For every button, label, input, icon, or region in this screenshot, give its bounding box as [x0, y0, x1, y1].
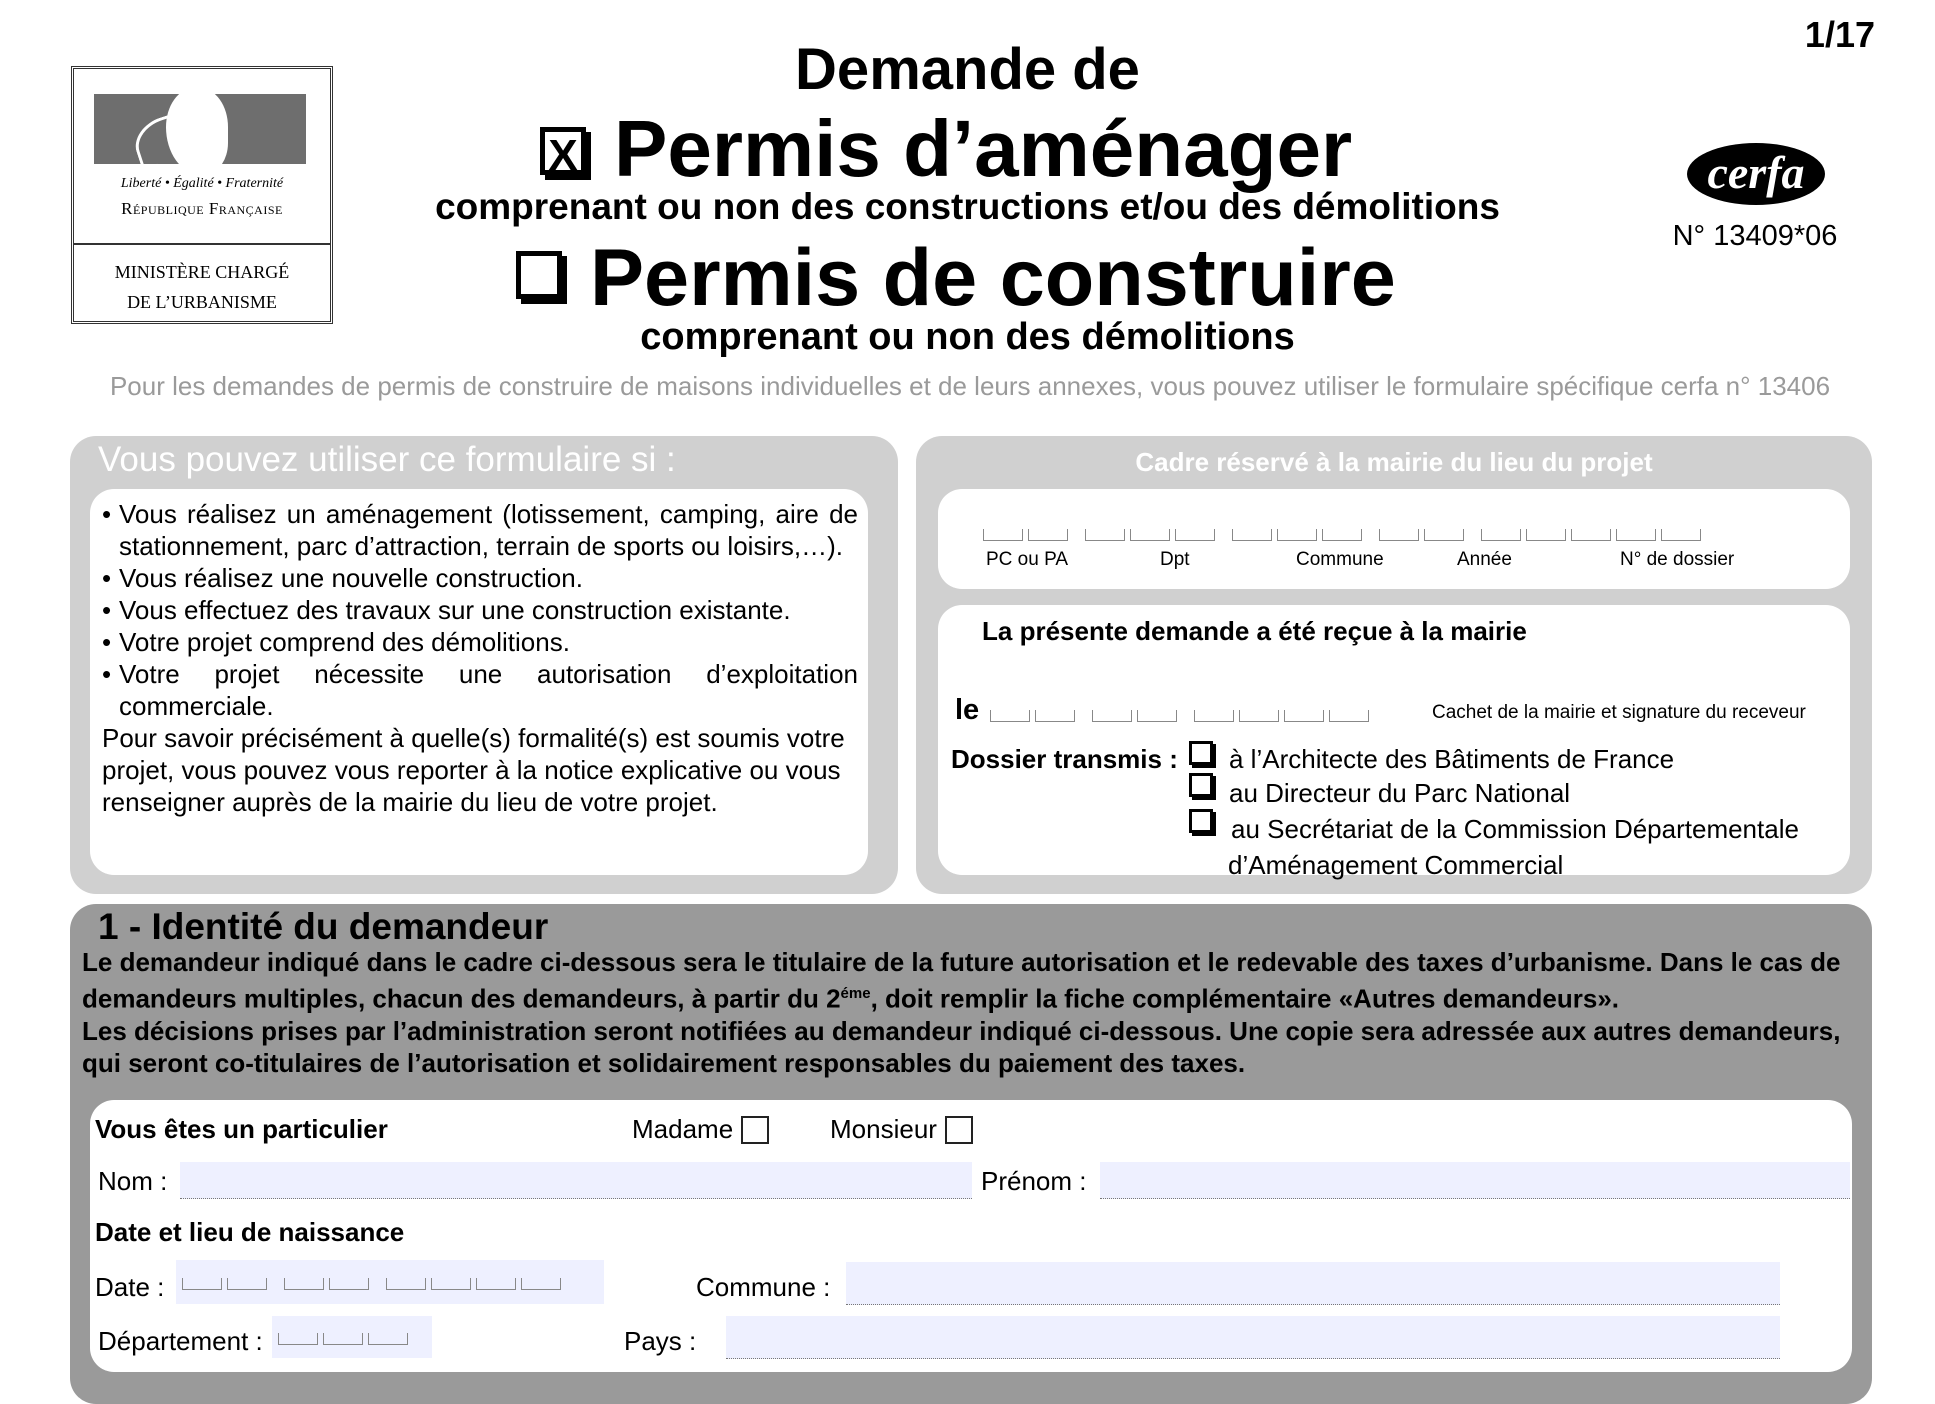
- section-1-title: 1 - Identité du demandeur: [98, 906, 549, 947]
- label-annee: Année: [1457, 549, 1512, 570]
- permis-amenager-checkbox[interactable]: X: [540, 127, 586, 175]
- list-item: • Vous réalisez un aménagement (lotissement, camping, aire de stationnement, parc d’attraction, terrain de sports ou loisirs,…).: [102, 498, 858, 562]
- monsieur-checkbox[interactable]: [945, 1116, 973, 1144]
- logo-republique: République Française: [121, 199, 283, 218]
- transmis-abf: à l’Architecte des Bâtiments de France: [1229, 744, 1675, 774]
- cerfa-number: N° 13409*06: [1672, 220, 1838, 252]
- mairie-panel-title: Cadre réservé à la mairie du lieu du projet: [1135, 447, 1653, 477]
- label-pc-pa: PC ou PA: [986, 549, 1069, 570]
- form-title: Demande de: [795, 37, 1140, 102]
- pays-label: Pays :: [624, 1326, 697, 1356]
- label-commune: Commune: [1296, 549, 1384, 570]
- nom-input[interactable]: [180, 1162, 972, 1199]
- label-numero-dossier: N° de dossier: [1620, 549, 1735, 570]
- label-dpt: Dpt: [1160, 549, 1190, 570]
- date-naissance-label: Date :: [95, 1272, 165, 1302]
- page-number: 1/17: [1804, 14, 1875, 55]
- parc-national-checkbox[interactable]: [1189, 773, 1213, 802]
- marianne-emblem-icon: [94, 94, 306, 164]
- particulier-label: Vous êtes un particulier: [95, 1114, 388, 1144]
- received-title: La présente demande a été reçue à la mairie: [982, 616, 1527, 646]
- abf-checkbox[interactable]: [1189, 741, 1213, 770]
- cachet-label: Cachet de la mairie et signature du receveur: [1432, 702, 1806, 723]
- departement-label: Département :: [98, 1326, 263, 1356]
- prenom-label: Prénom :: [981, 1166, 1087, 1196]
- cdac-checkbox[interactable]: [1189, 809, 1213, 838]
- section-1-description: Le demandeur indiqué dans le cadre ci-dessous sera le titulaire de la future autorisation et le redevable des taxes d’urbanisme. Dans le cas de demandeurs multiples, chacun des demandeurs, à partir du $2^{éme}$, doit remplir la fiche complémentaire «Autres demandeurs». Les décisions prises par l’administration seront notifiées au demandeur indiqué ci-dessous. Une copie sera adressée aux autres demandeurs, qui seront co-titulaires de l’autorisation et solidairement responsables du paiement des taxes.: [82, 947, 1841, 1078]
- reception-date-cells[interactable]: [990, 708, 1374, 722]
- option1-subtitle: comprenant ou non des constructions et/ou des démolitions: [435, 186, 1500, 227]
- cerfa-logo: cerfa: [1687, 143, 1825, 205]
- dossier-number-cells[interactable]: [983, 527, 1706, 541]
- transmis-label: Dossier transmis :: [951, 744, 1178, 774]
- madame-option[interactable]: Madame: [632, 1114, 769, 1145]
- commune-naissance-label: Commune :: [696, 1272, 831, 1302]
- departement-input[interactable]: [272, 1316, 432, 1358]
- list-item: • Votre projet nécessite une autorisation d’exploitation commerciale.: [102, 658, 858, 722]
- date-label: le: [955, 694, 980, 726]
- usage-footer: Pour savoir précisément à quelle(s) formalité(s) est soumis votre projet, vous pouvez vous reporter à la notice explicative ou vous renseigner auprès de la mairie du lieu de votre projet.: [102, 723, 845, 817]
- list-item: • Vous effectuez des travaux sur une construction existante.: [102, 594, 858, 626]
- madame-checkbox[interactable]: [741, 1116, 769, 1144]
- commune-naissance-input[interactable]: [846, 1262, 1780, 1305]
- prenom-input[interactable]: [1100, 1162, 1850, 1199]
- logo-ministry: MINISTÈRE CHARGÉ DE L’URBANISME: [114, 262, 290, 312]
- usage-panel-title: Vous pouvez utiliser ce formulaire si :: [98, 440, 676, 479]
- option2-subtitle: comprenant ou non des démolitions: [640, 316, 1295, 358]
- option-permis-amenager: X Permis d’aménager: [540, 103, 1352, 195]
- permis-construire-checkbox[interactable]: [516, 251, 562, 299]
- transmis-cdac-line1: au Secrétariat de la Commission Départementale: [1231, 814, 1799, 844]
- notice-text: Pour les demandes de permis de construire de maisons individuelles et de leurs annexes, vous pouvez utiliser le formulaire spécifique cerfa n° 13406: [109, 371, 1831, 401]
- naissance-label: Date et lieu de naissance: [95, 1217, 405, 1247]
- transmis-cdac-line2: d’Aménagement Commercial: [1228, 850, 1564, 880]
- logo-motto: Liberté • Égalité • Fraternité: [120, 176, 284, 191]
- transmis-parc-national: au Directeur du Parc National: [1229, 778, 1571, 808]
- date-naissance-input[interactable]: [176, 1260, 604, 1304]
- nom-label: Nom :: [98, 1166, 168, 1196]
- pays-input[interactable]: [726, 1316, 1780, 1359]
- usage-list: [102, 498, 858, 818]
- option-permis-construire: Permis de construire: [516, 232, 1396, 325]
- list-item: • Vous réalisez une nouvelle construction.: [102, 562, 858, 594]
- list-item: • Votre projet comprend des démolitions.: [102, 626, 858, 658]
- monsieur-option[interactable]: Monsieur: [830, 1114, 973, 1145]
